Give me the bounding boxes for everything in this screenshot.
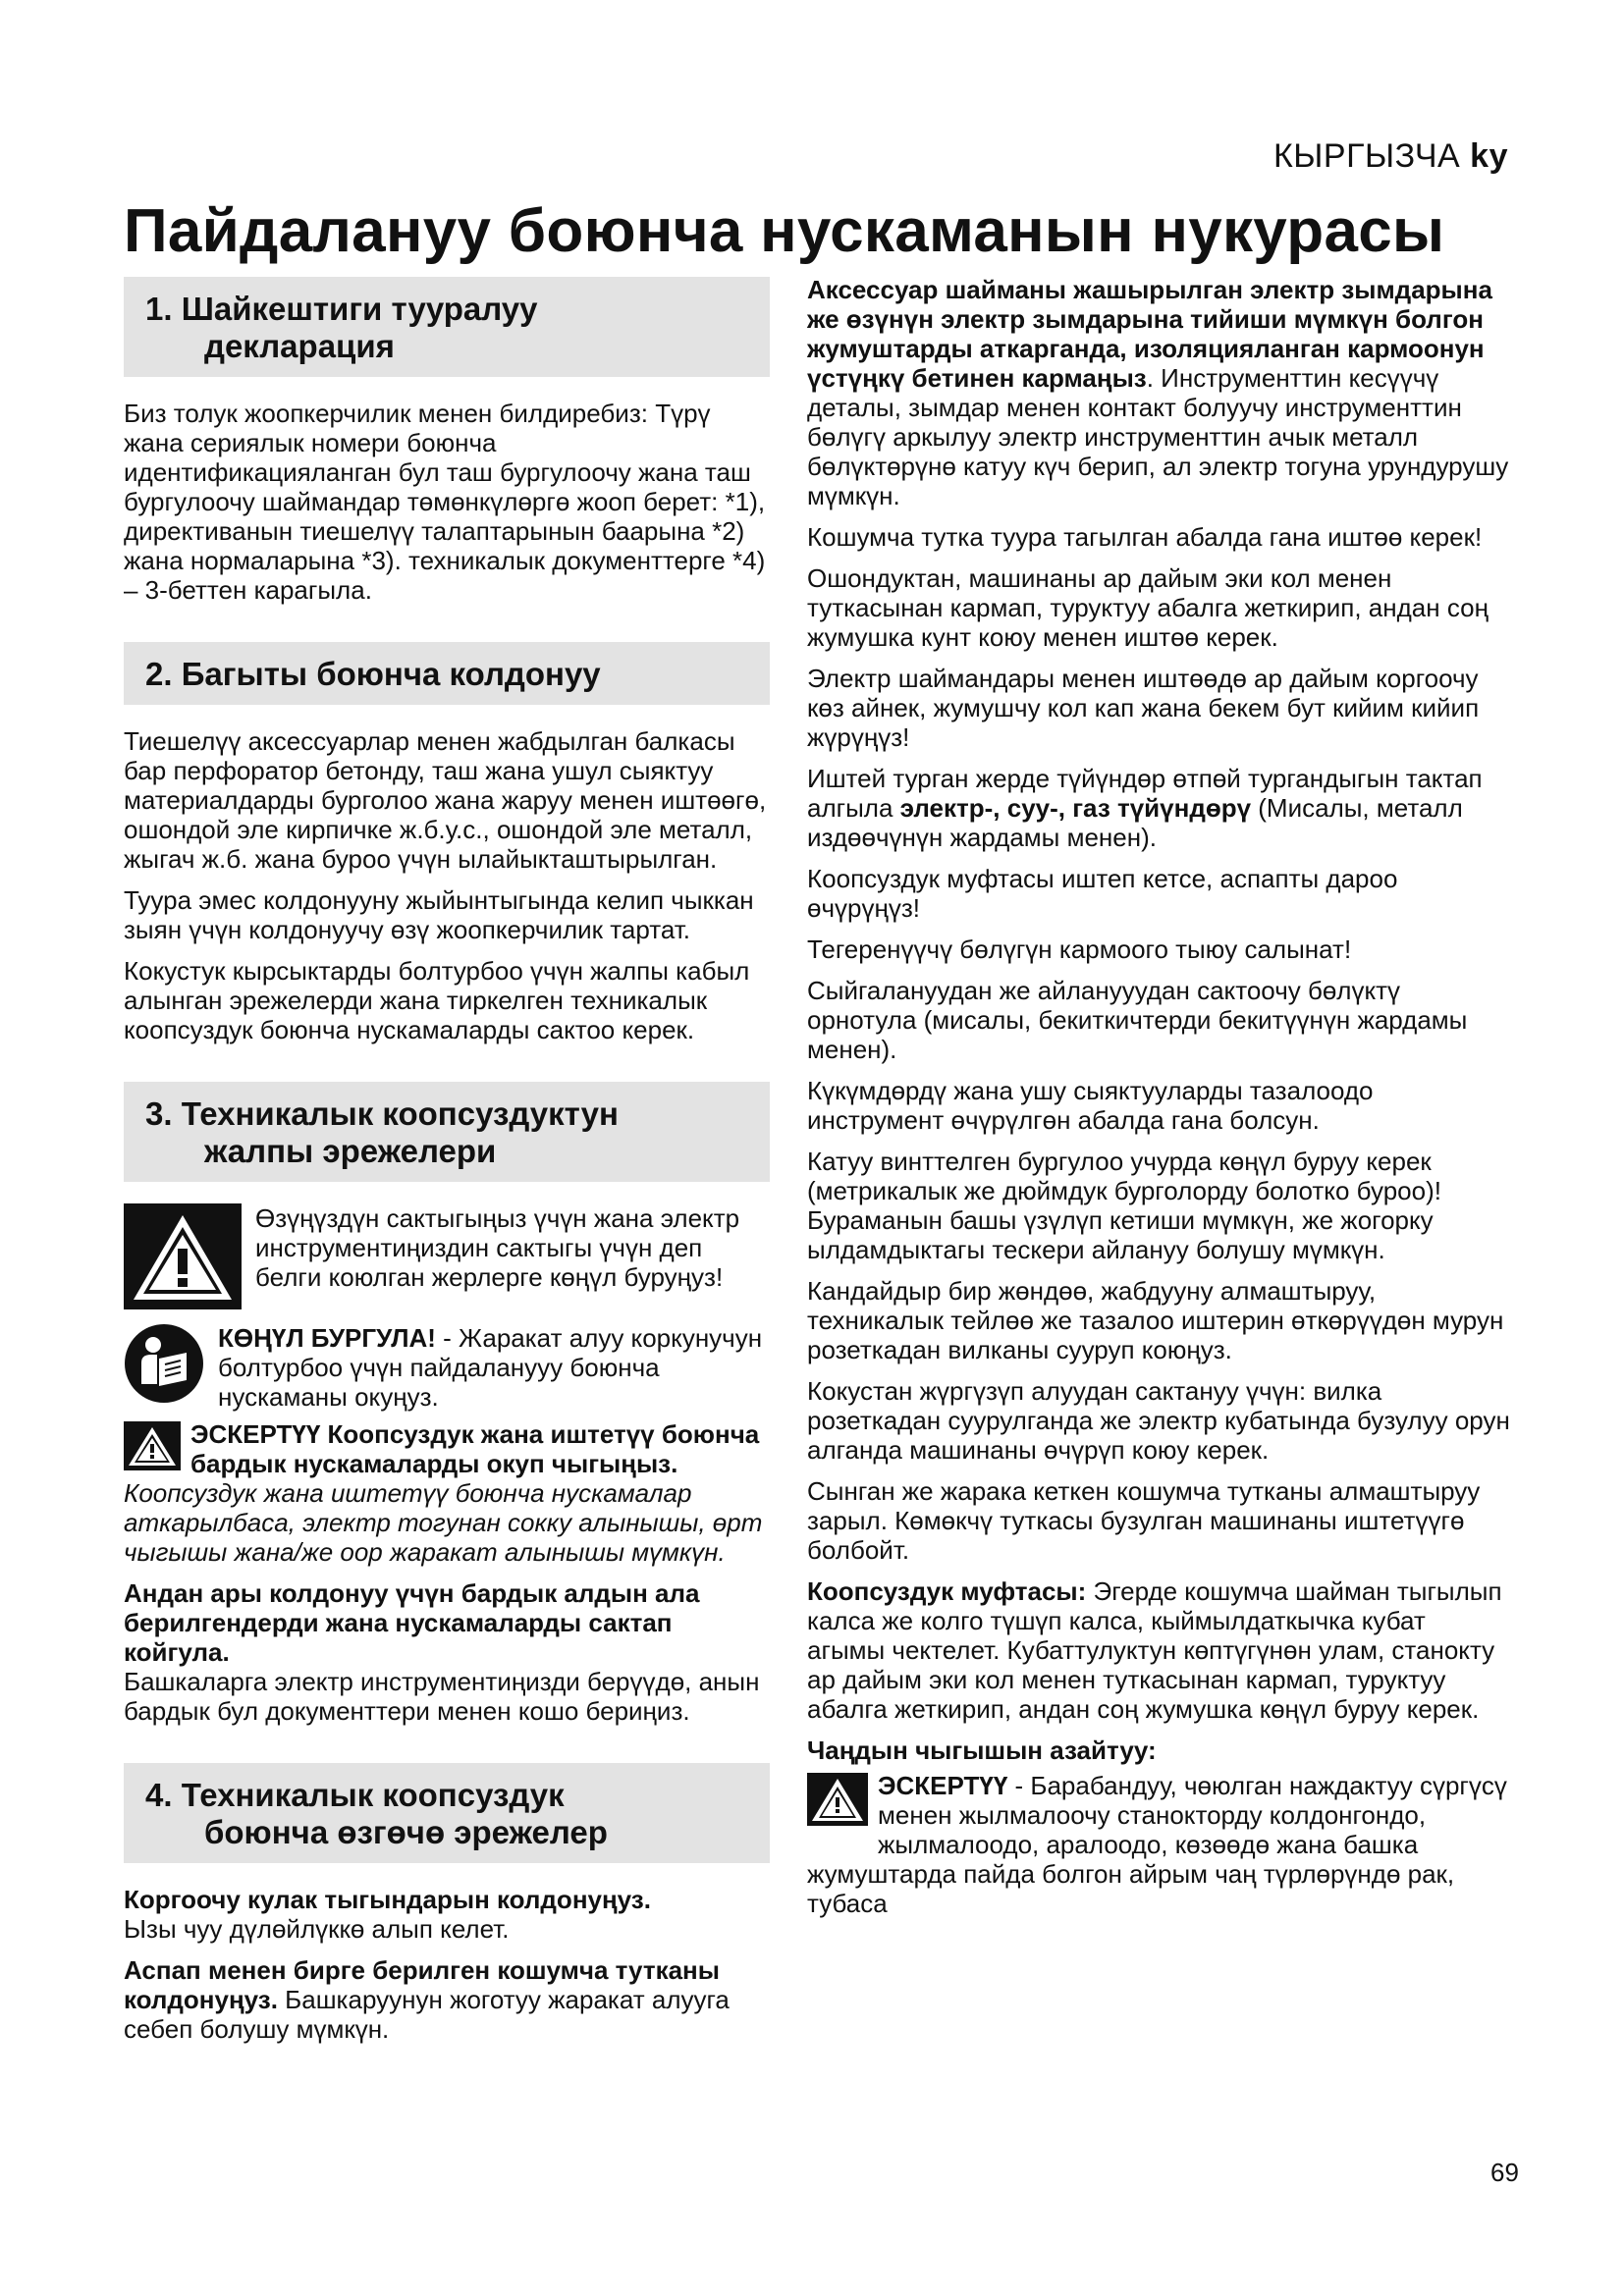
keep-instructions-block (124, 1578, 770, 1726)
section-heading-declaration (124, 277, 770, 377)
dust-warning-icon (807, 1773, 868, 1832)
safety-clutch-text: Эгерде кошумча шайман тыгылып калса же колго түшүп калса, кыймылдаткычка кубат агымы чектелет. Кубаттулуктун көптүгүнөн улам, станокту ар дайым эки кол менен туткасынан кармап, туруктуу абалга жеткирип, андан соң жумушка көңүл буруу керек. (807, 1576, 1502, 1724)
section-4-heading-line2: боюнча өзгөчө эрежелер (204, 1814, 608, 1850)
keep-instructions-text: Башкаларга электр инструментиңизди берүүдө, анын бардык бул документтери менен кошо бериңиз. (124, 1667, 760, 1726)
right-column (807, 275, 1510, 1930)
language-label (1273, 137, 1508, 176)
hidden-wires-bold: Аксессуар шайманы жашырылган электр зымдарына же өзүнүн электр зымдарына тийиши мүмкүн болгон жумуштарды аткарганда, изоляцияланган кармоонун үстүңкү бетинен кармаңыз (807, 275, 1492, 393)
dust-reduction-heading: Чаңдын чыгышын азайтуу: (807, 1735, 1157, 1765)
warning-small-icon (124, 1421, 181, 1476)
cleaning-text: Күкүмдөрдү жана ушу сыяктууларды тазалоодо инструмент өчүрүлгөн абалда гана болсун. (807, 1076, 1374, 1135)
read-all-instructions-notice (124, 1419, 770, 1567)
read-manual-text (218, 1323, 770, 1412)
utility-lines-text-a: Иштей турган жерде түйүндөр өтпөй тургандыгын тактап алгыла (807, 764, 1483, 823)
declaration-text: Биз толук жоопкерчилик менен билдиребиз: Түрү жана сериялык номери боюнча идентификацияланган бул таш бургулоочу жана таш бургулоочу шаймандар төмөнкүлөргө жооп берет: *1), директиванын тиешелүү талаптарынын баарына *2) жана нормаларына *3). техникалык документтерге *4) – 3-беттен карагыла. (124, 399, 766, 605)
left-column (124, 277, 770, 2056)
aux-handle-mounted-text: Кошумча тутка туура тагылган абалда гана иштөө керек! (807, 522, 1483, 552)
protective-gear-text: Электр шаймандары менен иштөөдө ар дайым коргоочу көз айнек, жумушчу кол кап жана бекем бут кийим кийип жүрүңүз! (807, 664, 1480, 752)
safety-clutch-bold: Коопсуздук муфтасы: (807, 1576, 1087, 1606)
warning-notice-text: Өзүңүздүн сактыгыңыз үчүн жана электр инструментиңиздин сактыгы үчүн деп белги коюлган жерлерге көңүл буруңуз! (255, 1203, 740, 1292)
tight-screws-text: Катуу винттелген бургулоо учурда көңүл буруу керек (метрикалык же дюймдук бурголорду болотко буроо)! Бураманын башы үзүлүп кетиши мүмкүн, же жогорку ылдамдыктагы тескери айлануу болушу мүмкүн. (807, 1147, 1441, 1264)
warning-notice (124, 1203, 770, 1315)
clutch-switch-off-text: Коопсуздук муфтасы иштеп кетсе, аспапты дароо өчүрүңүз! (807, 864, 1398, 923)
ear-protection-bold: Коргоочу кулак тыгындарын колдонуңуз. (124, 1885, 651, 1914)
utility-lines-text-b: (Мисалы, металл издөөчүнүн жардамы менен). (807, 793, 1463, 852)
section-heading-general-safety (124, 1082, 770, 1182)
section-heading-intended-use: 2. Багыты боюнча колдонуу (124, 642, 770, 705)
hidden-wires-text: . Инструменттин кесүүчү деталы, зымдар менен контакт болуучу инструменттин бөлүгү аркылуу электр инструменттин ачык металл бөлүктөрүнө катуу күч берип, ал электр тогуна урундурушу мүмкүн. (807, 363, 1509, 510)
keep-instructions-bold: Андан ары колдонуу үчүн бардык алдын ала берилгендерди жана нускамаларды сактап койгула. (124, 1578, 700, 1667)
dust-warning-paragraph (807, 1771, 1510, 1918)
page-number: 69 (1490, 2158, 1519, 2187)
secure-workpiece-text: Сыйгалануудан же айланууудан сактоочу бөлүктү орнотула (мисалы, бекиткичтерди бекитүүнүн жардамы менен). (807, 976, 1468, 1064)
hidden-wires-paragraph (807, 275, 1510, 510)
accidental-start-text: Кокустан жүргүзүп алуудан сактануу үчүн: вилка розеткадан суурулганда же электр кубатында бузулуу орун алганда машинаны өчүрүп коюу керек. (807, 1376, 1510, 1465)
language-name: КЫРГЫЗЧА (1272, 137, 1461, 175)
section-heading-specific-safety (124, 1763, 770, 1863)
read-manual-body: - Жаракат алуу коркунучун болтурбоо үчүн пайдаланууу боюнча нускаманы окуңуз. (218, 1323, 763, 1412)
section-4-heading-line1: 4. Техникалык коопсуздук (145, 1777, 565, 1813)
aux-handle-text: Башкаруунун жоготуу жаракат алууга себеп болушу мүмкүн. (124, 1985, 730, 2044)
aux-handle-block (124, 1955, 770, 2044)
read-all-italic: Коопсуздук жана иштетүү боюнча нускамалар аткарылбаса, электр тогунан сокку алынышы, өрт чыгышы жана/же оор жаракат алынышы мүмкүн. (124, 1478, 763, 1567)
misuse-text: Туура эмес колдонууну жыйынтыгында келип чыккан зыян үчүн колдонуучу өзү жоопкерчилик тартат. (124, 885, 754, 944)
intended-use-text: Тиешелүү аксессуарлар менен жабдылган балкасы бар перфоратор бетонду, таш жана ушул сыяктуу материалдарды бурголоо жана жаруу менен иштөөгө, ошондой эле кирпичке ж.б.у.с., ошондой эле металл, жыгач ж.б. жана буроо үчүн ылайыкташтырылган. (124, 726, 767, 874)
ear-protection-text: Ызы чуу дүлөйлүккө алып келет. (124, 1914, 510, 1944)
utility-lines-paragraph (807, 764, 1510, 852)
unplug-before-service-text: Кандайдыр бир жөндөө, жабдууну алмаштыруу, техникалык тейлөө же тазалоо иштерин өткөрүүдөн мурун розеткадан вилканы сууруп коюңуз. (807, 1276, 1504, 1364)
section-1-heading-line2: декларация (204, 328, 395, 364)
read-all-bold: ЭСКЕРТҮҮ Коопсуздук жана иштетүү боюнча бардык нускамаларды окуп чыгыңыз. (190, 1419, 760, 1478)
section-1-heading-line1: 1. Шайкештиги тууралуу (145, 291, 538, 327)
dust-warning-text: - Барабандуу, чөюлган наждактуу сүргүсү менен жылмалоочу станокторду колдонгондо, жылмалоодо, аралоодо, көзөөдө жана башка жумуштарда пайда болгон айрым чаң түрлөрүндө рак, тубаса (807, 1771, 1507, 1918)
read-manual-bold: КӨҢҮЛ БУРГУЛА! (218, 1323, 436, 1353)
warning-triangle-icon (124, 1203, 242, 1315)
read-manual-icon (124, 1323, 204, 1410)
read-manual-notice (124, 1323, 770, 1412)
two-hands-text: Ошондуктан, машинаны ар дайым эки кол менен туткасынан кармап, туруктуу абалга жеткирип, андан соң жумушка кунт коюу менен иштөө керек. (807, 563, 1489, 652)
language-code: ky (1470, 137, 1508, 175)
damaged-handle-text: Сынган же жарака кеткен кошумча тутканы алмаштыруу зарыл. Көмөкчү туткасы бузулган машинаны иштетүүгө болбойт. (807, 1476, 1481, 1565)
rotating-parts-text: Тегеренүүчү бөлүгүн кармоого тыюу салынат! (807, 934, 1352, 964)
accident-prevention-text: Кокустук кырсыктарды болтурбоо үчүн жалпы кабыл алынган эрежелерди жана тиркелген техникалык коопсуздук боюнча нускамаларды сактоо керек. (124, 956, 750, 1044)
section-3-heading-line2: жалпы эрежелери (204, 1133, 497, 1169)
safety-clutch-paragraph (807, 1576, 1510, 1724)
section-3-heading-line1: 3. Техникалык коопсуздуктун (145, 1095, 619, 1132)
dust-warning-bold: ЭСКЕРТҮҮ (878, 1771, 1008, 1800)
aux-handle-bold: Аспап менен бирге берилген кошумча тутканы колдонуңуз. (124, 1955, 720, 2014)
page-title: Пайдалануу боюнча нускаманын нукурасы (124, 197, 1445, 265)
utility-lines-bold: электр-, суу-, газ түйүндөрү (899, 793, 1252, 823)
ear-protection-block (124, 1885, 770, 1944)
